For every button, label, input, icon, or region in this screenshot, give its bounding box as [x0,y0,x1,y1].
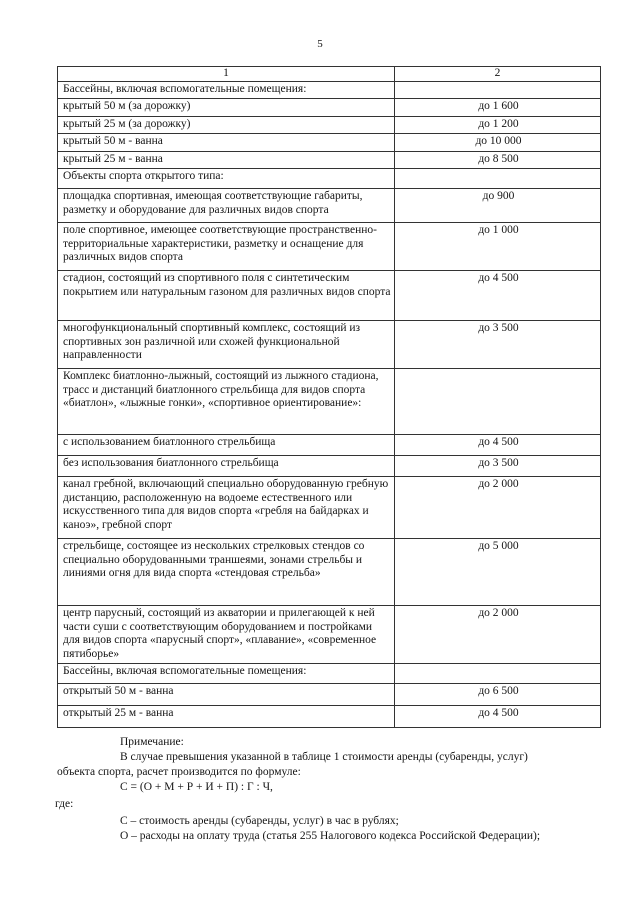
row-value [395,664,601,684]
row-value: до 900 [395,189,601,223]
table-row [58,99,601,117]
row-value [395,369,601,435]
row-label: крытый 25 м - ванна [58,151,395,169]
row-label: крытый 50 м (за дорожку) [58,99,395,117]
header-col-2: 2 [395,67,601,82]
table-row [58,435,601,456]
table-row [58,606,601,664]
table-row [58,477,601,539]
note-title: Примечание: [120,736,184,748]
row-label: стрельбище, состоящее из нескольких стрелковых стендов со специально оборудованными траншеями, зонами стрельбы и линиями огня для вида спорта «стендовая стрельба» [58,539,395,606]
row-label: центр парусный, состоящий из акватории и прилегающей к ней части суши с соответствующим оборудованием и постройками для видов спорта «парусный спорт», «плавание», «современное пятиборье» [58,606,395,664]
row-value [395,169,601,189]
row-value: до 1 200 [395,116,601,134]
row-value: до 5 000 [395,539,601,606]
table-row [58,706,601,728]
row-value: до 6 500 [395,684,601,706]
row-label: крытый 50 м - ванна [58,134,395,152]
row-value: до 2 000 [395,606,601,664]
row-value [395,81,601,99]
note-section [57,735,597,844]
row-label: открытый 25 м - ванна [58,706,395,728]
definition-c: С – стоимость аренды (субаренды, услуг) в час в рублях; [120,815,399,827]
row-value: до 4 500 [395,271,601,321]
row-value: до 4 500 [395,706,601,728]
row-label: крытый 25 м (за дорожку) [58,116,395,134]
table-header-row [58,67,601,82]
row-label: Бассейны, включая вспомогательные помещения: [58,664,395,684]
cost-formula: С = (О + М + Р + И + П) : Г : Ч, [120,781,273,793]
row-label: многофункциональный спортивный комплекс, состоящий из спортивных зон различной или схожей функциональной направленности [58,321,395,369]
row-label: Бассейны, включая вспомогательные помещения: [58,81,395,99]
table-row [58,456,601,477]
table-row [58,81,601,99]
row-value: до 10 000 [395,134,601,152]
table-row [58,169,601,189]
row-label: без использования биатлонного стрельбища [58,456,395,477]
page-number: 5 [317,38,323,50]
definition-o: О – расходы на оплату труда (статья 255 Налогового кодекса Российской Федерации); [120,830,541,842]
table-row [58,116,601,134]
row-label: Комплекс биатлонно-лыжный, состоящий из лыжного стадиона, трасс и дистанций биатлонного стрельбища для видов спорта «биатлон», «лыжные гонки», «спортивное ориентирование»: [58,369,395,435]
row-value: до 4 500 [395,435,601,456]
table-row [58,151,601,169]
table-row [58,271,601,321]
table-row [58,321,601,369]
row-value: до 1 600 [395,99,601,117]
table-row [58,539,601,606]
note-paragraph-line-1: В случае превышения указанной в таблице 1 стоимости аренды (субаренды, услуг) [120,751,528,763]
row-label: канал гребной, включающий специально оборудованную гребную дистанцию, расположенную на водоеме естественного или искусственного типа для видов спорта «гребля на байдарках и каноэ», гребной спорт [58,477,395,539]
table-row [58,369,601,435]
table-row [58,189,601,223]
where-label: где: [55,798,74,810]
row-value: до 3 500 [395,456,601,477]
row-value: до 1 000 [395,223,601,271]
row-value: до 2 000 [395,477,601,539]
row-value: до 8 500 [395,151,601,169]
header-col-1: 1 [58,67,395,82]
row-label: Объекты спорта открытого типа: [58,169,395,189]
table-row [58,134,601,152]
row-value: до 3 500 [395,321,601,369]
row-label: с использованием биатлонного стрельбища [58,435,395,456]
row-label: стадион, состоящий из спортивного поля с синтетическим покрытием или натуральным газоном для различных видов спорта [58,271,395,321]
table-row [58,223,601,271]
row-label: площадка спортивная, имеющая соответствующие габариты, разметку и оборудование для различных видов спорта [58,189,395,223]
table-row [58,684,601,706]
row-label: открытый 50 м - ванна [58,684,395,706]
note-paragraph-line-2: объекта спорта, расчет производится по формуле: [57,766,301,778]
rent-cost-table [57,66,601,728]
row-label: поле спортивное, имеющее соответствующие пространственно-территориальные характеристики, разметку и оснащение для различных видов спорта [58,223,395,271]
table-row [58,664,601,684]
